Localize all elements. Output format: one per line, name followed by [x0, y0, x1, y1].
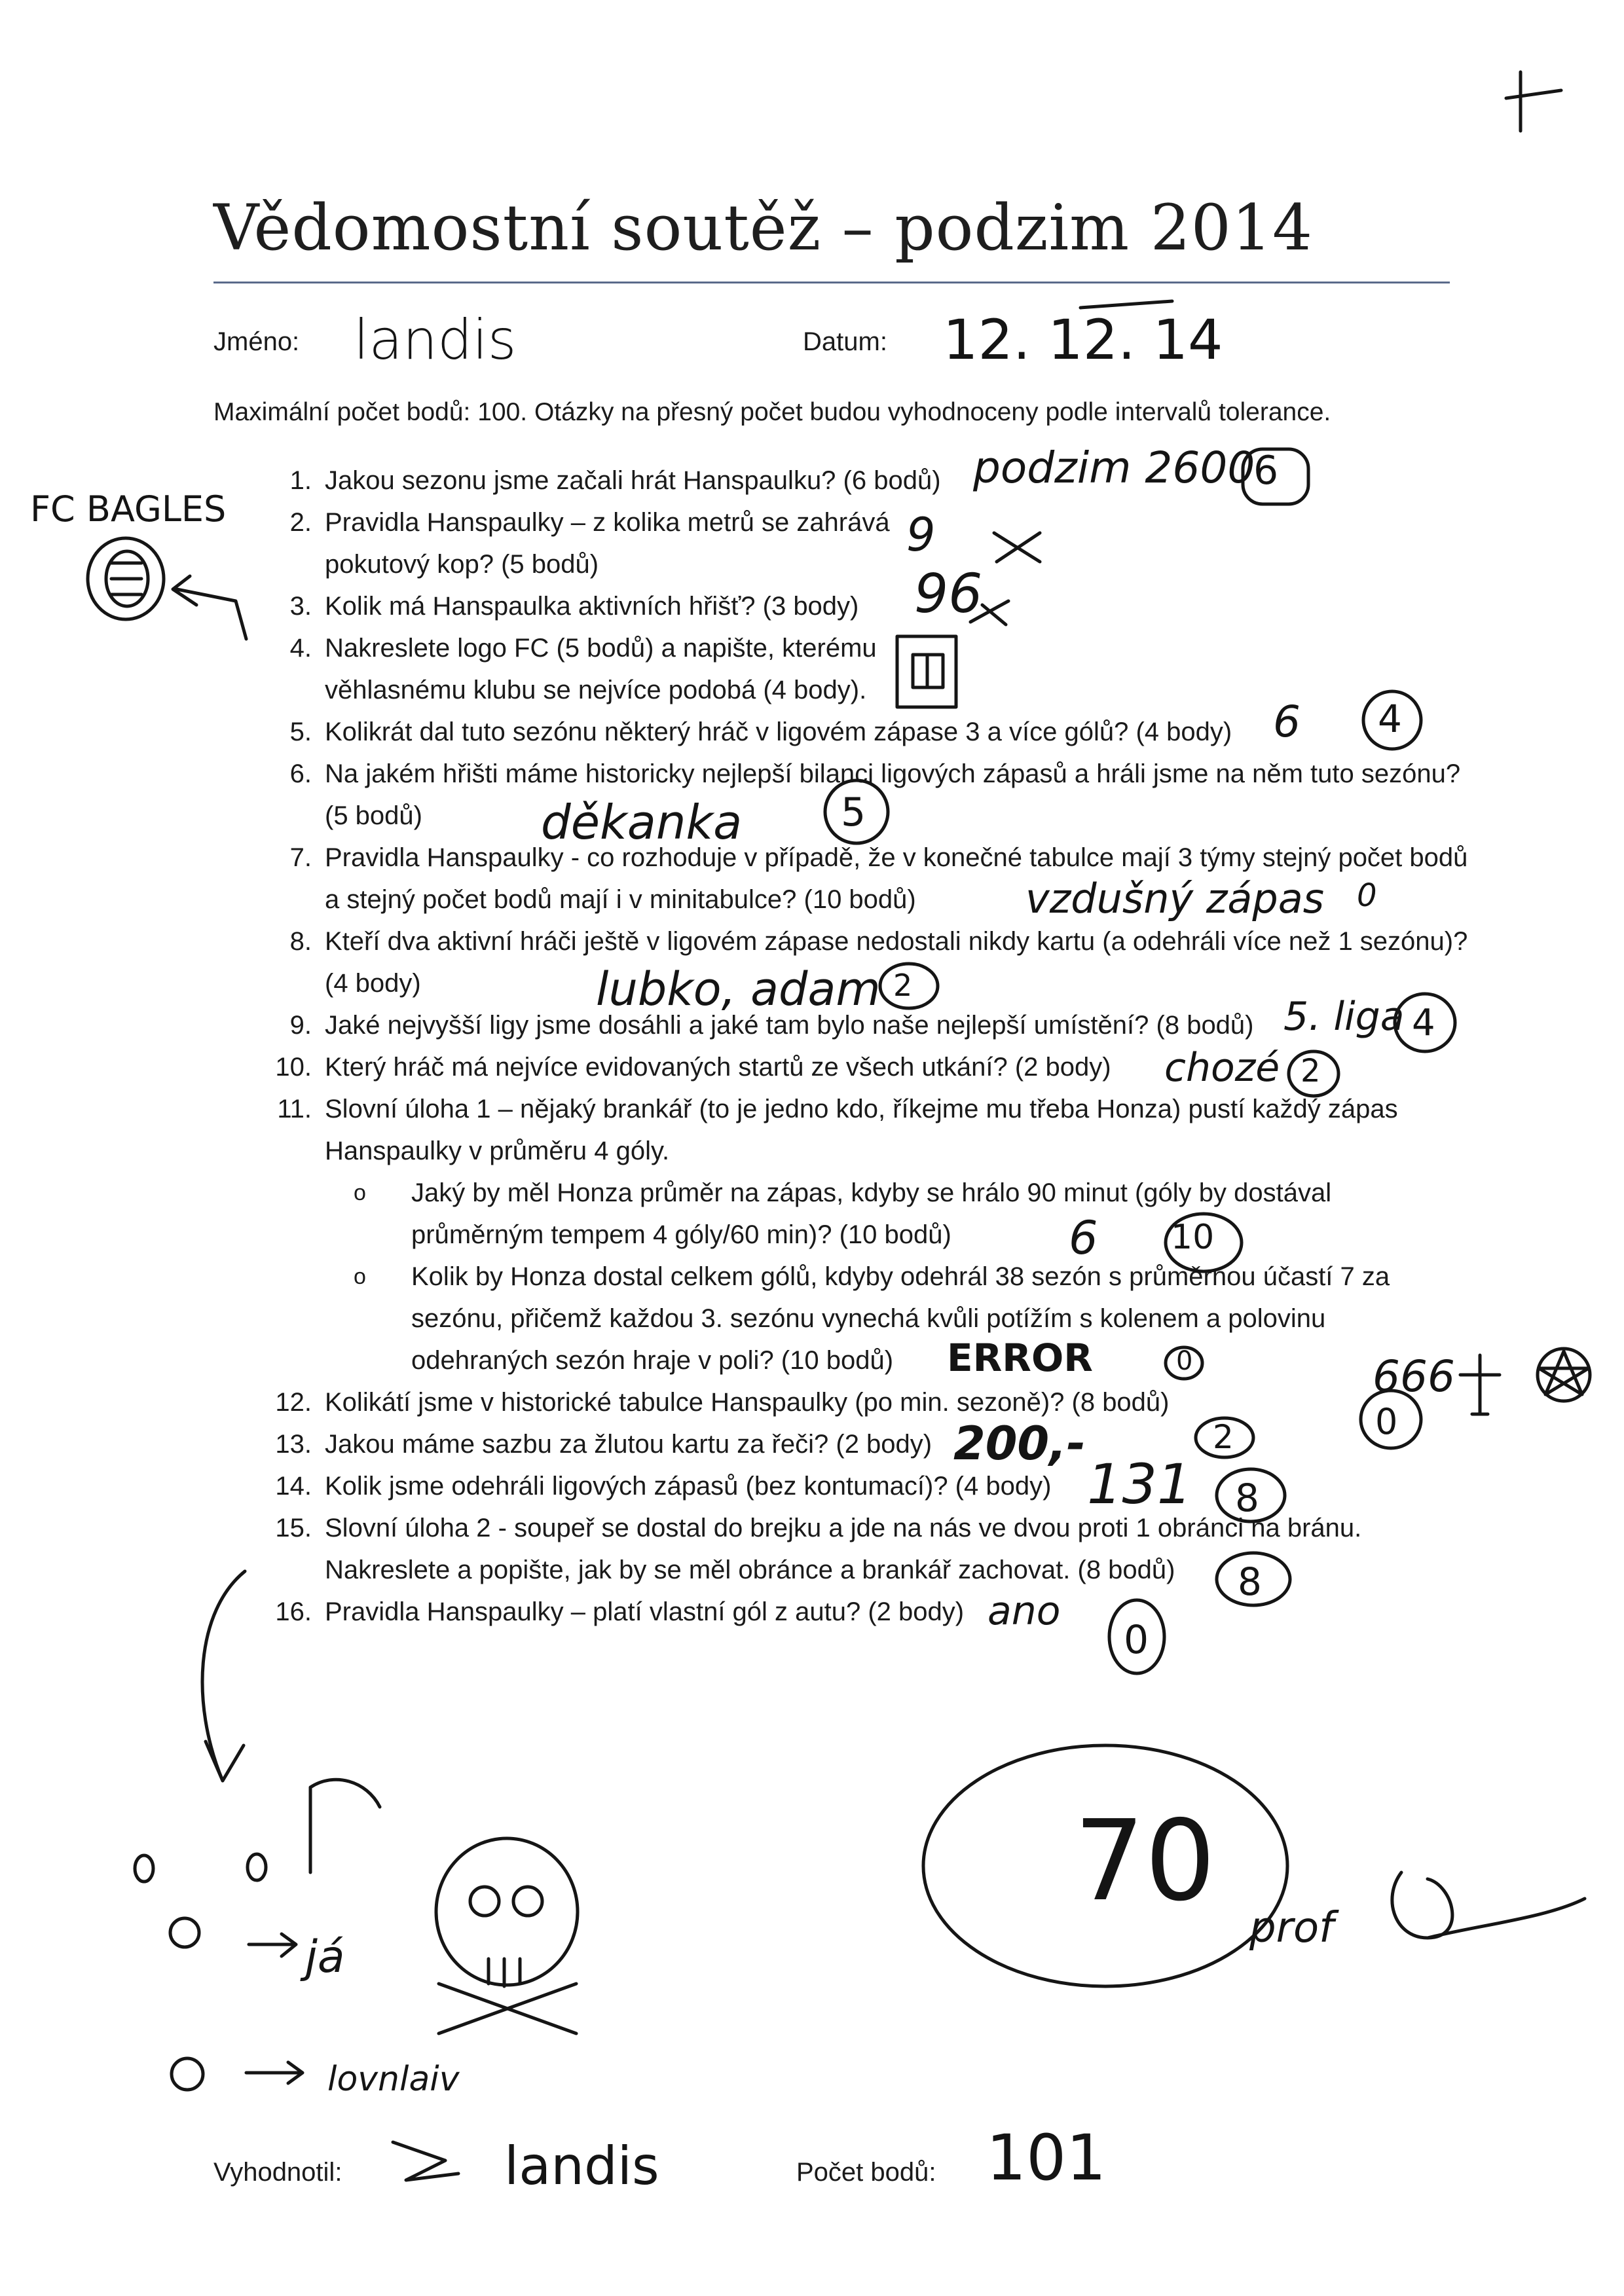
player-dot-1	[135, 1855, 153, 1882]
score-11a: 10	[1171, 1218, 1215, 1257]
goalpost-drawing	[310, 1779, 380, 1872]
score-13: 2	[1213, 1418, 1234, 1456]
answer-6: děkanka	[541, 795, 743, 850]
total-score-ellipse	[923, 1745, 1287, 1986]
arrow-to-me	[249, 1934, 296, 1956]
subquestion-text: Jaký by měl Honza průměr na zápas, kdyby se hrálo 90 minut (góly by dostával průměrným tempem 4 góly/60 min)? (10 bodů)	[411, 1178, 1332, 1249]
name-label: Jméno:	[213, 327, 300, 356]
score-10-circle	[1289, 1051, 1338, 1096]
answer-13: 200,-	[953, 1417, 1086, 1470]
answer-11a: 6	[1069, 1211, 1098, 1265]
answer-11b: ERROR	[947, 1336, 1093, 1380]
score-7: 0	[1357, 877, 1377, 914]
answer-7: vzdušný zápas	[1025, 875, 1325, 922]
question-text: Kolik má Hanspaulka aktivních hřišť? (3 body)	[325, 592, 859, 621]
question-number: 15.	[275, 1514, 312, 1542]
cross-doodle	[1460, 1355, 1500, 1414]
question-number: 10.	[275, 1053, 312, 1082]
score-6: 5	[841, 790, 866, 835]
score-8-circle	[880, 964, 938, 1008]
score-6-circle	[825, 780, 888, 843]
x-mark-3	[970, 601, 1008, 625]
score-16-circle	[1109, 1600, 1164, 1673]
question-number: 16.	[275, 1597, 312, 1626]
bullet: o	[354, 1264, 366, 1289]
score-12: 0	[1375, 1401, 1398, 1442]
question-text: Na jakém hřišti máme historicky nejlepší bilanci ligových zápasů a hráli jsme na něm tuto sezónu? (5 bodů)	[325, 759, 1461, 830]
score-9: 4	[1412, 1002, 1435, 1044]
drawing-label-me: já	[305, 1931, 345, 1983]
arrow-to-defender	[246, 2062, 303, 2083]
question-number: 4.	[289, 634, 312, 663]
name-value: landis	[354, 308, 517, 372]
date-value: 12. 12. 14	[943, 308, 1223, 372]
question-number: 14.	[275, 1472, 312, 1501]
drawing-arrow	[202, 1571, 245, 1781]
answer-12: 666	[1373, 1351, 1455, 1402]
player-circle	[170, 1918, 199, 1947]
answer-14: 131	[1087, 1452, 1192, 1516]
instructions: Maximální počet bodů: 100. Otázky na přesný počet budou vyhodnoceny podle intervalů tolerance.	[213, 398, 1331, 426]
question-text: Kteří dva aktivní hráči ještě v ligovém zápase nedostali nikdy kartu (a odehráli více než 1 sezónu)? (4 body)	[325, 927, 1468, 998]
question-number: 7.	[289, 843, 312, 872]
evaluator-note: prof	[1249, 1904, 1334, 1952]
total-score-circled: 70	[1074, 1796, 1216, 1926]
question-text: Jaké nejvyšší ligy jsme dosáhli a jaké tam bylo naše nejlepší umístění? (8 bodů)	[325, 1011, 1254, 1040]
question-text: Jakou máme sazbu za žlutou kartu za řeči? (2 body)	[325, 1430, 932, 1459]
corner-mark	[1506, 72, 1561, 131]
score-11a-circle	[1166, 1214, 1242, 1271]
points-value: 101	[986, 2121, 1107, 2195]
subquestion-text: Kolik by Honza dostal celkem gólů, kdyby odehrál 38 sezón s průměrnou účastí 7 za sezónu, přičemž každou 3. sezónu vynechá kvůli potížím s kolenem a polovinu odehraných sezón hraje v poli? (10 bodů)	[411, 1262, 1390, 1375]
question-number: 8.	[289, 927, 312, 956]
answer-10: chozé	[1164, 1045, 1280, 1091]
answer-16: ano	[987, 1588, 1061, 1634]
skull-drawing	[436, 1838, 578, 1985]
question-text: Jakou sezonu jsme začali hrát Hanspaulku? (6 bodů)	[325, 466, 941, 495]
score-11b-circle	[1166, 1347, 1202, 1379]
question-text: Který hráč má nejvíce evidovaných startů ze všech utkání? (2 body)	[325, 1053, 1111, 1082]
score-12-circle	[1361, 1391, 1421, 1448]
page-title: Vědomostní soutěž – podzim 2014	[213, 191, 1314, 264]
logo-arrow	[173, 576, 246, 639]
question-number: 5.	[289, 718, 312, 746]
score-1: 6	[1253, 448, 1279, 494]
score-15-circle	[1217, 1553, 1290, 1605]
question-text: Kolikrát dal tuto sezónu některý hráč v ligovém zápase 3 a více gólů? (4 body)	[325, 718, 1232, 746]
score-14-circle	[1217, 1469, 1285, 1522]
score-14: 8	[1235, 1476, 1259, 1520]
question-number: 9.	[289, 1011, 312, 1040]
answer-2: 9	[906, 508, 936, 562]
answer-1: podzim 2600	[973, 443, 1255, 493]
question-number: 2.	[289, 508, 312, 537]
question-text: Kolikátí jsme v historické tabulce Hanspaulky (po min. sezoně)? (8 bodů)	[325, 1388, 1170, 1417]
score-8: 2	[893, 968, 913, 1003]
score-15: 8	[1238, 1559, 1262, 1604]
answer-8: lubko, adam	[596, 962, 881, 1016]
question-number: 11.	[277, 1095, 312, 1123]
question-number: 12.	[275, 1388, 312, 1417]
evaluated-value: landis	[504, 2136, 659, 2196]
defender-circle	[172, 2058, 203, 2090]
evaluator-scribble	[393, 2142, 458, 2180]
question-text: Pravidla Hanspaulky - co rozhoduje v případě, že v konečné tabulce mají 3 týmy stejný počet bodů a stejný počet bodů mají i v minitabulce? (10 bodů)	[325, 843, 1468, 914]
question-number: 1.	[289, 466, 312, 495]
x-mark-2	[994, 533, 1040, 562]
score-1-box	[1243, 449, 1308, 504]
answer-5: 6	[1273, 697, 1301, 747]
score-5: 4	[1378, 697, 1402, 741]
score-13-circle	[1196, 1418, 1253, 1457]
question-number: 6.	[289, 759, 312, 788]
question-number: 3.	[289, 592, 312, 621]
bullet: o	[354, 1180, 366, 1205]
date-overline	[1080, 301, 1172, 308]
answer-9: 5. liga	[1283, 994, 1405, 1040]
question-text: Pravidla Hanspaulky – z kolika metrů se zahrává pokutový kop? (5 bodů)	[325, 508, 890, 579]
drawing-label-defender: lovnlaiv	[327, 2060, 460, 2099]
score-5-circle	[1363, 691, 1421, 749]
question-number: 13.	[275, 1430, 312, 1459]
points-label: Počet bodů:	[796, 2158, 936, 2187]
date-label: Datum:	[803, 327, 887, 356]
question-text: Pravidla Hanspaulky – platí vlastní gól z autu? (2 body)	[325, 1597, 965, 1626]
question-text: Slovní úloha 1 – nějaký brankář (to je jedno kdo, říkejme mu třeba Honza) pustí každý zápas Hanspaulky v průměru 4 góly.	[325, 1095, 1398, 1165]
score-9-circle	[1395, 994, 1455, 1051]
signature	[1392, 1872, 1585, 1938]
question-text: Nakreslete logo FC (5 bodů) a napište, kterému věhlasnému klubu se nejvíce podobá (4 body).	[325, 634, 877, 704]
question-text: Slovní úloha 2 - soupeř se dostal do brejku a jde na nás ve dvou proti 1 obránci na bránu. Nakreslete a popište, jak by se měl obránce a brankář zachovat. (8 bodů)	[325, 1514, 1362, 1584]
player-dot-2	[248, 1854, 266, 1880]
answer-3: 96	[914, 563, 983, 625]
score-11b: 0	[1176, 1346, 1193, 1376]
evaluated-label: Vyhodnotil:	[213, 2158, 342, 2187]
score-16: 0	[1124, 1617, 1149, 1663]
question-text: Kolik jsme odehráli ligových zápasů (bez kontumací)? (4 body)	[325, 1472, 1052, 1501]
score-10: 2	[1301, 1053, 1321, 1089]
logo-note: FC BAGLES	[30, 488, 227, 530]
